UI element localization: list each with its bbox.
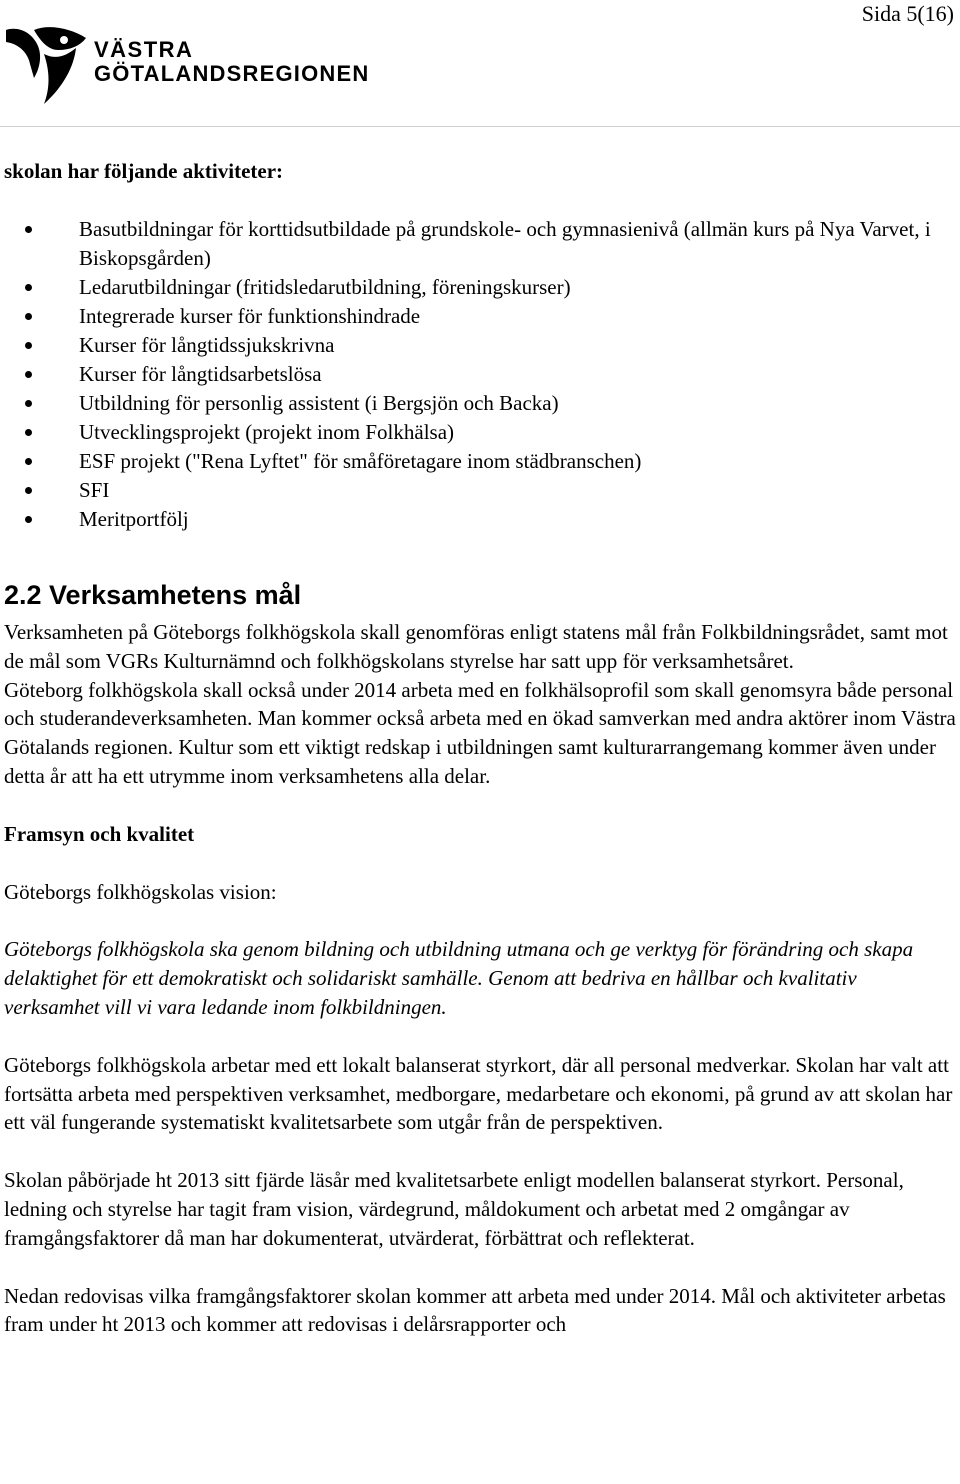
paragraph-success-factors: Nedan redovisas vilka framgångsfaktorer skolan kommer att arbeta med under 2014. Mål och aktiviteter arbetas fram under ht 2013 och kommer att redovisas i delårsrapporter och (4, 1283, 946, 1337)
bullet-icon (25, 458, 32, 465)
list-item: Basutbildningar för korttidsutbildade på grundskole- och gymnasienivå (allmän kurs på Nya Varvet, i Biskopsgården) (4, 215, 956, 273)
bullet-icon (25, 226, 32, 233)
paragraph-scorecard: Göteborgs folkhögskola arbetar med ett lokalt balanserat styrkort, där all personal medverkar. Skolan har valt att fortsätta arbeta med perspektiven verksamhet, medborgare, medarbetare och ekonomi, på grund av att skolan har ett väl fungerande systematiskt kvalitetsarbete som utgår från de perspektiven. (4, 1052, 953, 1135)
bullet-icon (25, 429, 32, 436)
list-item: Utvecklingsprojekt (projekt inom Folkhälsa) (4, 418, 956, 447)
bullet-icon (25, 371, 32, 378)
list-item: Utbildning för personlig assistent (i Bergsjön och Backa) (4, 389, 956, 418)
logo-text-line2: GÖTALANDSREGIONEN (94, 61, 370, 86)
vastra-gotalandsregionen-logo (4, 24, 384, 106)
vision-label: Göteborgs folkhögskolas vision: (4, 879, 277, 904)
page-number: Sida 5(16) (861, 1, 954, 26)
vision-statement: Göteborgs folkhögskola ska genom bildning och utbildning utmana och ge verktyg för förändring och skapa delaktighet för ett demokratiskt och solidariskt samhälle. Genom att bedriva en hållbar och kvalitativ verksamhet vill vi vara ledande inom folkbildningen. (4, 937, 914, 1019)
bullet-icon (25, 313, 32, 320)
activities-list (4, 215, 956, 534)
activities-heading: skolan har följande aktiviteter: (4, 159, 284, 183)
logo-mark-icon (4, 24, 92, 106)
logo-text-line1: VÄSTRA (94, 37, 194, 62)
list-item: Ledarutbildningar (fritidsledarutbildning, föreningskurser) (4, 273, 956, 302)
paragraph-quality-work: Skolan påbörjade ht 2013 sitt fjärde läsår med kvalitetsarbete enligt modellen balanserat styrkort. Personal, ledning och styrelse har tagit fram vision, värdegrund, måldokument och arbetat med 2 omgångar av framgångsfaktorer då man har dokumenterat, utvärderat, förbättrat och reflekterat. (4, 1168, 904, 1250)
section-heading: 2.2 Verksamhetens mål (4, 580, 302, 610)
document-body (4, 156, 956, 1339)
header-divider (0, 126, 960, 127)
list-item: Meritportfölj (4, 505, 956, 534)
list-item: ESF projekt ("Rena Lyftet" för småföretagare inom städbranschen) (4, 447, 956, 476)
list-item: SFI (4, 476, 956, 505)
bullet-icon (25, 284, 32, 291)
subheading-framsyn: Framsyn och kvalitet (4, 821, 195, 846)
paragraph-goals: Verksamheten på Göteborgs folkhögskola skall genomföras enligt statens mål från Folkbildningsrådet, samt mot de mål som VGRs Kulturnämnd och folkhögskolans styrelse har satt upp för verksamhetsåret. (4, 620, 948, 673)
list-item: Integrerade kurser för funktionshindrade (4, 302, 956, 331)
bullet-icon (25, 342, 32, 349)
bullet-icon (25, 400, 32, 407)
list-item: Kurser för långtidssjukskrivna (4, 331, 956, 360)
bullet-icon (25, 516, 32, 523)
paragraph-health-profile: Göteborg folkhögskola skall också under 2014 arbeta med en folkhälsoprofil som skall genomsyra både personal och studerandeverksamheten. Man kommer också arbeta med en ökad samverkan med andra aktörer inom Västra Götalands regionen. Kultur som ett viktigt redskap i utbildningen samt kulturarrangemang kommer även under detta år att ha ett utrymme inom verksamhetens alla delar. (4, 677, 956, 788)
bullet-icon (25, 487, 32, 494)
list-item: Kurser för långtidsarbetslösa (4, 360, 956, 389)
